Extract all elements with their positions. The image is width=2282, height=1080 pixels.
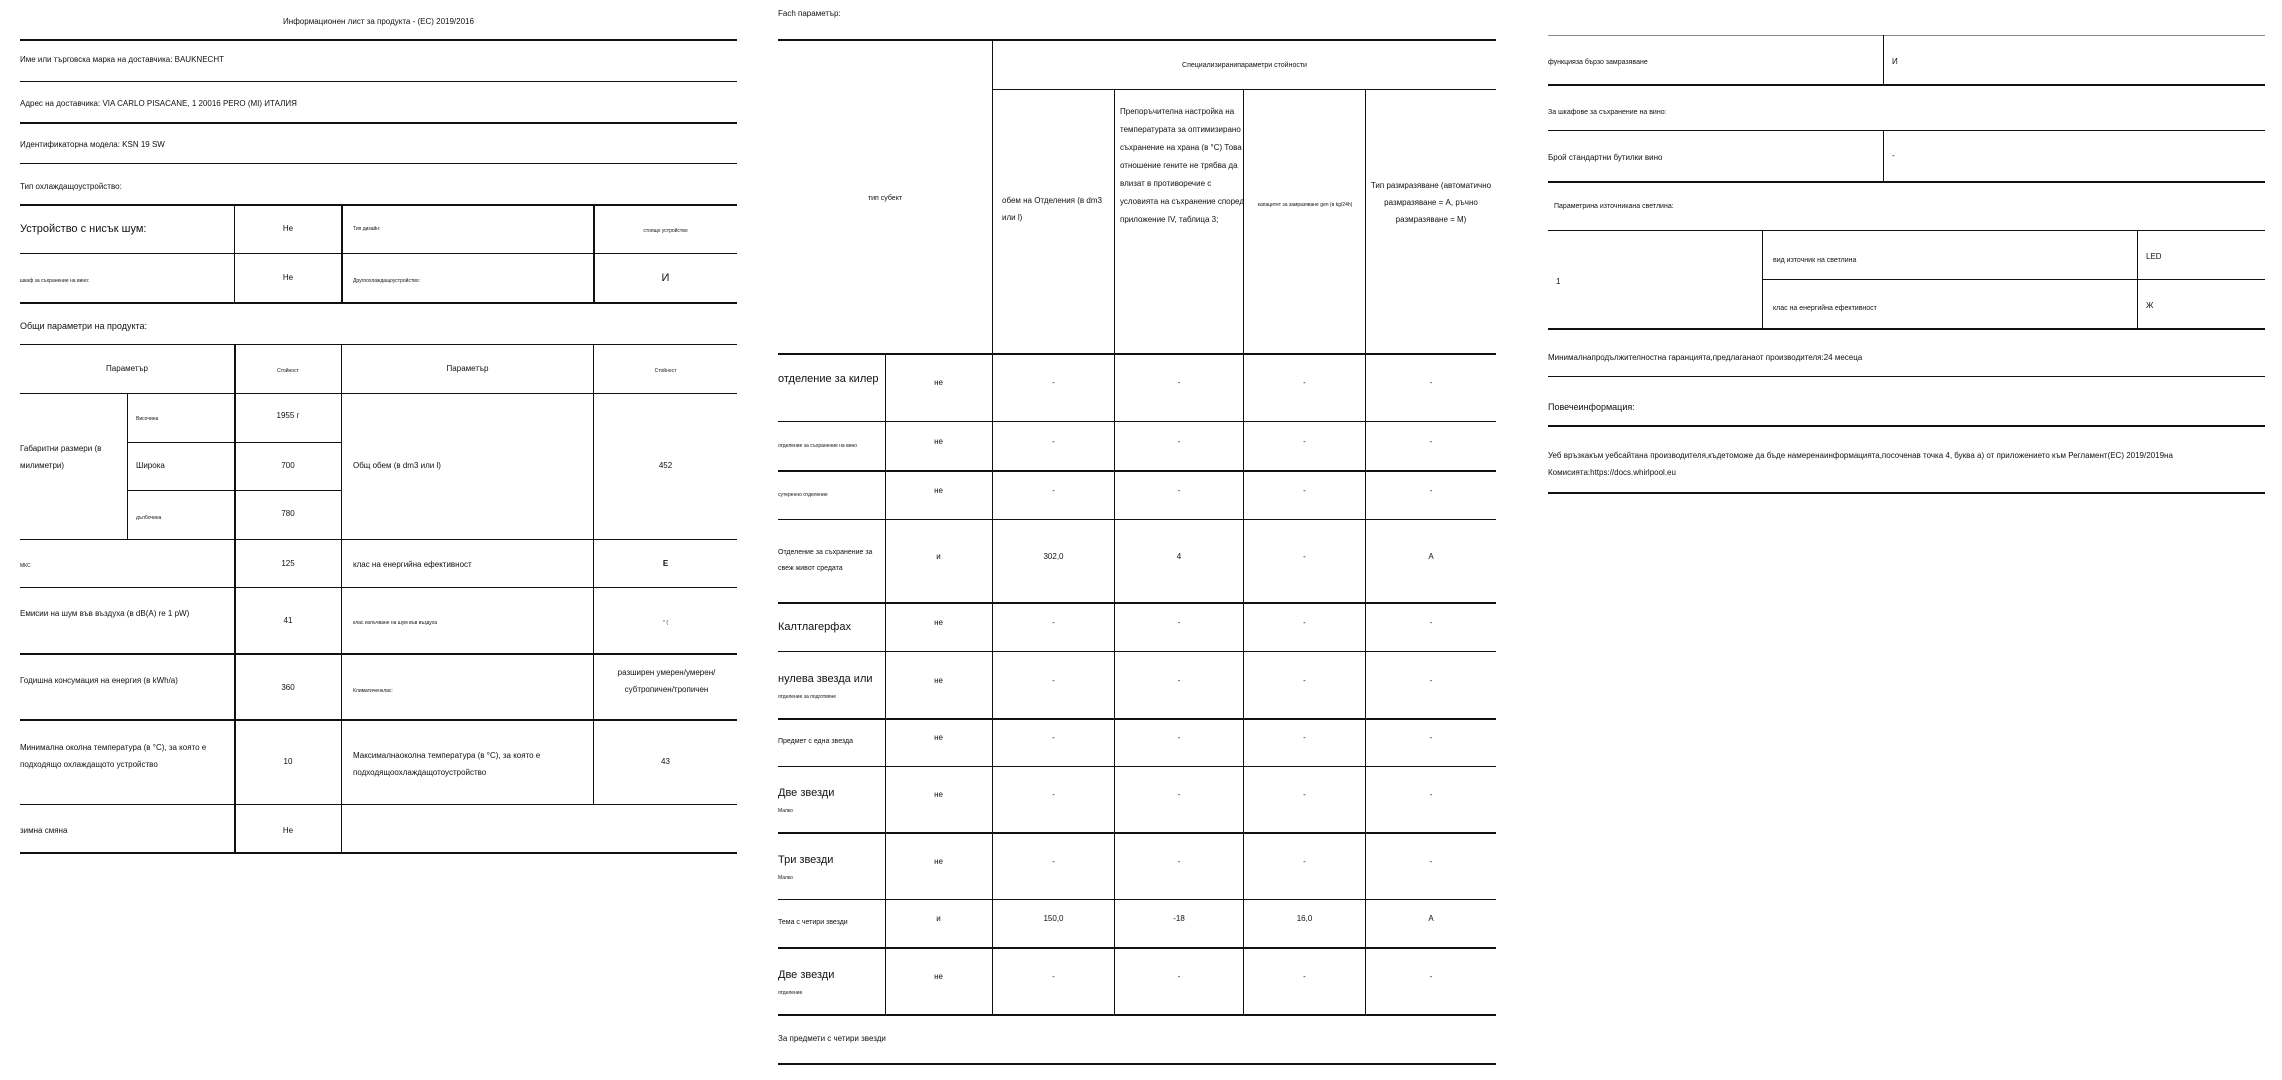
compartment-temp-value: - [1177, 378, 1181, 387]
total-volume-label: Общ обем (в dm3 или l) [353, 461, 441, 470]
more-info-heading: Повечеинформация: [1548, 402, 1635, 412]
divider [1883, 130, 1884, 181]
compartment-defrost-value: - [1429, 733, 1433, 742]
compartment-temp-value: - [1177, 675, 1181, 685]
compartment-present-value: не [934, 971, 943, 981]
compartment-defrost-value: - [1429, 378, 1433, 387]
height-value: 1955 г [276, 411, 300, 420]
compartment-present-value: не [934, 675, 943, 685]
divider [1548, 230, 2265, 231]
light-type-value: LED [2146, 252, 2162, 261]
compartment-present-value: не [934, 485, 943, 495]
compartment-temp-value: - [1177, 971, 1181, 981]
divider [1548, 492, 2265, 494]
divider [1883, 35, 1884, 84]
divider [593, 204, 595, 302]
divider [20, 81, 737, 82]
max-temp-value: 43 [661, 757, 670, 766]
compartment-present-value: и [936, 914, 941, 923]
divider [20, 204, 737, 206]
compartment-temp-value: -18 [1173, 914, 1185, 923]
divider [1548, 425, 2265, 427]
compartment-vol-value: - [1052, 378, 1055, 387]
wine-cabinet-label: шкаф за съхранение на вино: [20, 278, 90, 284]
climate-class-label: Климатиченклас: [353, 688, 393, 694]
appliance-type-label: Тип охлаждащоустройство: [20, 182, 122, 191]
divider [1548, 84, 2265, 86]
divider [234, 204, 235, 302]
divider [1763, 279, 2265, 280]
compartment-defrost-value: - [1429, 485, 1433, 495]
divider [20, 719, 737, 721]
compartment-name: Предмет с една звезда [778, 738, 853, 745]
compartment-name: Тема с четири звезди [778, 919, 848, 926]
compartment-freeze-value: - [1303, 675, 1306, 685]
energy-class-value: E [662, 559, 669, 568]
quick-freeze-value: И [1892, 57, 1898, 66]
compartment-vol-value: 150,0 [1043, 914, 1064, 923]
depth-label: дълбочина [136, 515, 162, 521]
value-header-2: Стойност [654, 368, 677, 374]
depth-value: 780 [281, 509, 295, 518]
compartment-heading: Fach параметър: [778, 9, 841, 18]
divider [20, 163, 737, 164]
noise-class-value: ° ( [662, 620, 669, 626]
compartment-subname: отделение [778, 989, 803, 996]
value-header: Стойност [277, 368, 299, 374]
compartment-defrost-value: - [1429, 675, 1433, 685]
eei-label: МКС [20, 563, 31, 569]
volume-header: обем на Отделения (в dm3 или l) [1002, 196, 1102, 222]
noise-value: 41 [283, 616, 293, 625]
divider [778, 1014, 1496, 1016]
compartment-temp-value: - [1177, 436, 1181, 446]
compartment-present-value: не [934, 856, 943, 866]
compartment-present-value: не [934, 617, 943, 627]
light-type-label: вид източник на светлина [1773, 257, 1857, 264]
compartment-defrost-value: A [1428, 551, 1434, 561]
compartment-freeze-value: - [1303, 617, 1306, 627]
compartment-vol-value: - [1052, 675, 1055, 685]
total-volume-value: 452 [658, 461, 673, 470]
supplier-address: Адрес на доставчика: VIA CARLO PISACANE, 1 20016 PERO (MI) ИТАЛИЯ [20, 99, 297, 108]
height-label: Височина [136, 416, 159, 422]
noise-label: Емисии на шум във въздуха (в dB(A) re 1 pW) [20, 609, 190, 618]
compartment-temp-value: - [1177, 485, 1181, 495]
divider [20, 852, 737, 854]
divider [993, 89, 1496, 90]
dimensions-label: Габаритни размери (в милиметри) [20, 444, 102, 470]
compartment-type-header: тип субект [867, 195, 903, 202]
divider [778, 39, 1496, 41]
other-appliance-value: И [661, 272, 670, 284]
bottles-value: - [1892, 151, 1895, 160]
divider [885, 353, 886, 1014]
compartment-temp-value: - [1177, 790, 1181, 799]
divider [20, 39, 737, 41]
four-star-footer: За предмети с четири звезди [778, 1034, 886, 1043]
divider [992, 39, 993, 1014]
compartment-freeze-value: 16,0 [1296, 914, 1313, 923]
model-identifier: Идентификаторна модела: KSN 19 SW [20, 140, 165, 149]
compartment-freeze-value: - [1303, 971, 1306, 981]
compartment-present-value: не [934, 790, 943, 799]
compartment-vol-value: - [1052, 617, 1055, 627]
divider [1548, 130, 2265, 131]
bottles-label: Брой стандартни бутилки вино [1548, 153, 1663, 162]
divider [20, 253, 737, 254]
param-header-2: Параметър [446, 364, 489, 373]
width-label: Широка [136, 461, 165, 470]
divider [1548, 328, 2265, 330]
compartment-defrost-value: A [1428, 914, 1434, 923]
quick-freeze-label: функцияза бързо замразяване [1548, 59, 1648, 66]
light-class-label: клас на енергийна ефективност [1773, 305, 1877, 312]
energy-consumption-value: 360 [281, 683, 295, 692]
compartment-name: Калтлагерфах [778, 620, 851, 633]
compartment-vol-value: - [1052, 485, 1055, 495]
compartment-freeze-value: - [1303, 436, 1306, 446]
special-params-header: Специализиранипараметри стойности [1182, 62, 1307, 69]
energy-consumption-label: Годишна консумация на енергия (в kWh/a) [20, 676, 178, 685]
compartment-defrost-value: - [1429, 617, 1433, 627]
divider [1365, 89, 1366, 1014]
divider [1114, 89, 1115, 1014]
divider [778, 1063, 1496, 1065]
compartment-vol-value: - [1052, 790, 1055, 799]
compartment-freeze-value: - [1303, 856, 1306, 866]
winter-setting-value: Не [282, 826, 294, 835]
compartment-name: сутеренно отделение [778, 491, 828, 498]
compartment-temp-value: - [1177, 856, 1181, 866]
general-params-label: Общи параметри на продукта: [20, 321, 148, 331]
divider [1548, 376, 2265, 377]
low-noise-label: Устройство с нисък шум: [20, 223, 147, 235]
compartment-freeze-value: - [1303, 733, 1306, 742]
defrost-type-header: Тип размразяване (автоматично размразяване = A, ръчно размразяване = M) [1370, 181, 1492, 224]
compartment-freeze-value: - [1303, 378, 1306, 387]
compartment-subname: отделение за подготвяне [778, 693, 837, 700]
design-type-label: Тип дизайн: [353, 226, 381, 232]
noise-class-label: клас излъчване на шум във въздуха [353, 620, 438, 626]
compartment-subname: Малко [778, 808, 793, 814]
divider [234, 344, 236, 852]
light-class-value: Ж [2146, 301, 2154, 310]
compartment-present-value: и [936, 551, 941, 561]
eei-value: 125 [281, 559, 295, 568]
energy-class-label: клас на енергийна ефективност [353, 560, 472, 569]
light-source-number: 1 [1556, 277, 1561, 286]
divider [20, 122, 737, 124]
supplier-name: Име или търговска марка на доставчика: BAUKNECHT [20, 55, 224, 64]
design-type-value: стоящо устройство [643, 228, 688, 234]
divider [2137, 230, 2138, 328]
compartment-present-value: не [934, 436, 943, 446]
compartment-subname: Малко [778, 874, 793, 881]
divider [341, 344, 342, 852]
climate-class-value: разширен умерен/умерен/ субтропичен/тропичен [617, 668, 716, 694]
compartment-name: Две звезди [778, 787, 835, 799]
compartment-vol-value: - [1052, 436, 1055, 446]
wine-cabinet-value: Не [282, 273, 294, 282]
divider [20, 804, 737, 805]
compartment-freeze-value: - [1303, 551, 1306, 561]
light-source-heading: Параметрина източникана светлина: [1554, 203, 1674, 210]
divider [20, 344, 737, 345]
compartment-present-value: не [934, 733, 943, 742]
compartment-name: отделение за съхранение на вино [778, 442, 858, 449]
temperature-header: Препоръчителна настройка на температурата за оптимизирано съхранение на храна (в °C) Това отношение гените не трябва да влизат в противоречие с условията на съхранение според приложение IV, таблица 3; [1120, 107, 1244, 224]
low-noise-value: Не [282, 224, 294, 233]
width-value: 700 [281, 461, 295, 470]
compartment-present-value: не [934, 378, 943, 387]
divider [20, 539, 737, 540]
divider [1548, 181, 2265, 183]
divider [1762, 230, 1763, 328]
compartment-name: отделение за килер [778, 373, 879, 385]
compartment-vol-value: - [1052, 856, 1055, 866]
winter-setting-label: зимна смяна [20, 826, 68, 835]
compartment-freeze-value: - [1303, 485, 1306, 495]
manufacturer-website: Уеб връзкакъм уебсайтана производителя,къдетоможе да бъде намеренаинформацията,посоченав точка 4, буква а) от приложението към Регламент(ЕС) 2019/2019на Комисията:https://docs.whirlpool.eu [1548, 451, 2173, 477]
min-temp-label: Минимална околна температура (в °C), за която е подходящо охлаждащото устройство [20, 743, 207, 769]
compartment-defrost-value: - [1429, 436, 1433, 446]
min-temp-value: 10 [283, 757, 293, 766]
compartment-temp-value: - [1177, 617, 1181, 627]
compartment-name: Две звезди [778, 968, 835, 981]
max-temp-label: Максималнаоколна температура (в °C), за която е подходящоохлаждащотоустройство [353, 751, 541, 777]
divider [341, 204, 343, 302]
compartment-name: Три звезди [778, 853, 834, 866]
divider [1548, 35, 2265, 36]
compartment-vol-value: - [1052, 971, 1055, 981]
divider [20, 653, 737, 655]
divider [20, 587, 737, 588]
compartment-name: Отделение за съхранение за свеж живот средата [778, 548, 873, 572]
divider [593, 344, 594, 804]
sheet-title: Информационен лист за продукта - (ЕС) 2019/2016 [283, 17, 474, 26]
compartment-temp-value: 4 [1176, 551, 1182, 561]
wine-cabinet-heading: За шкафове за съхранение на вино: [1548, 109, 1667, 116]
divider [20, 302, 737, 304]
freeze-capacity-header: капацитет за замразяване gen (в kg/24h) [1257, 202, 1353, 208]
compartment-vol-value: - [1052, 733, 1055, 742]
warranty-text: Минималнапродължителностна гаранцията,предлаганаот производителя:24 месеца [1548, 353, 1863, 362]
compartment-defrost-value: - [1429, 971, 1433, 981]
compartment-freeze-value: - [1303, 790, 1306, 799]
divider [1243, 89, 1244, 1014]
other-appliance-label: Другоохлаждащоустройство: [353, 278, 421, 284]
compartment-name: нулева звезда или [778, 672, 873, 685]
compartment-vol-value: 302,0 [1043, 551, 1064, 561]
compartment-defrost-value: - [1429, 856, 1433, 866]
compartment-temp-value: - [1177, 733, 1181, 742]
divider [127, 393, 128, 539]
param-header: Параметър [106, 364, 148, 373]
compartment-defrost-value: - [1429, 790, 1433, 799]
